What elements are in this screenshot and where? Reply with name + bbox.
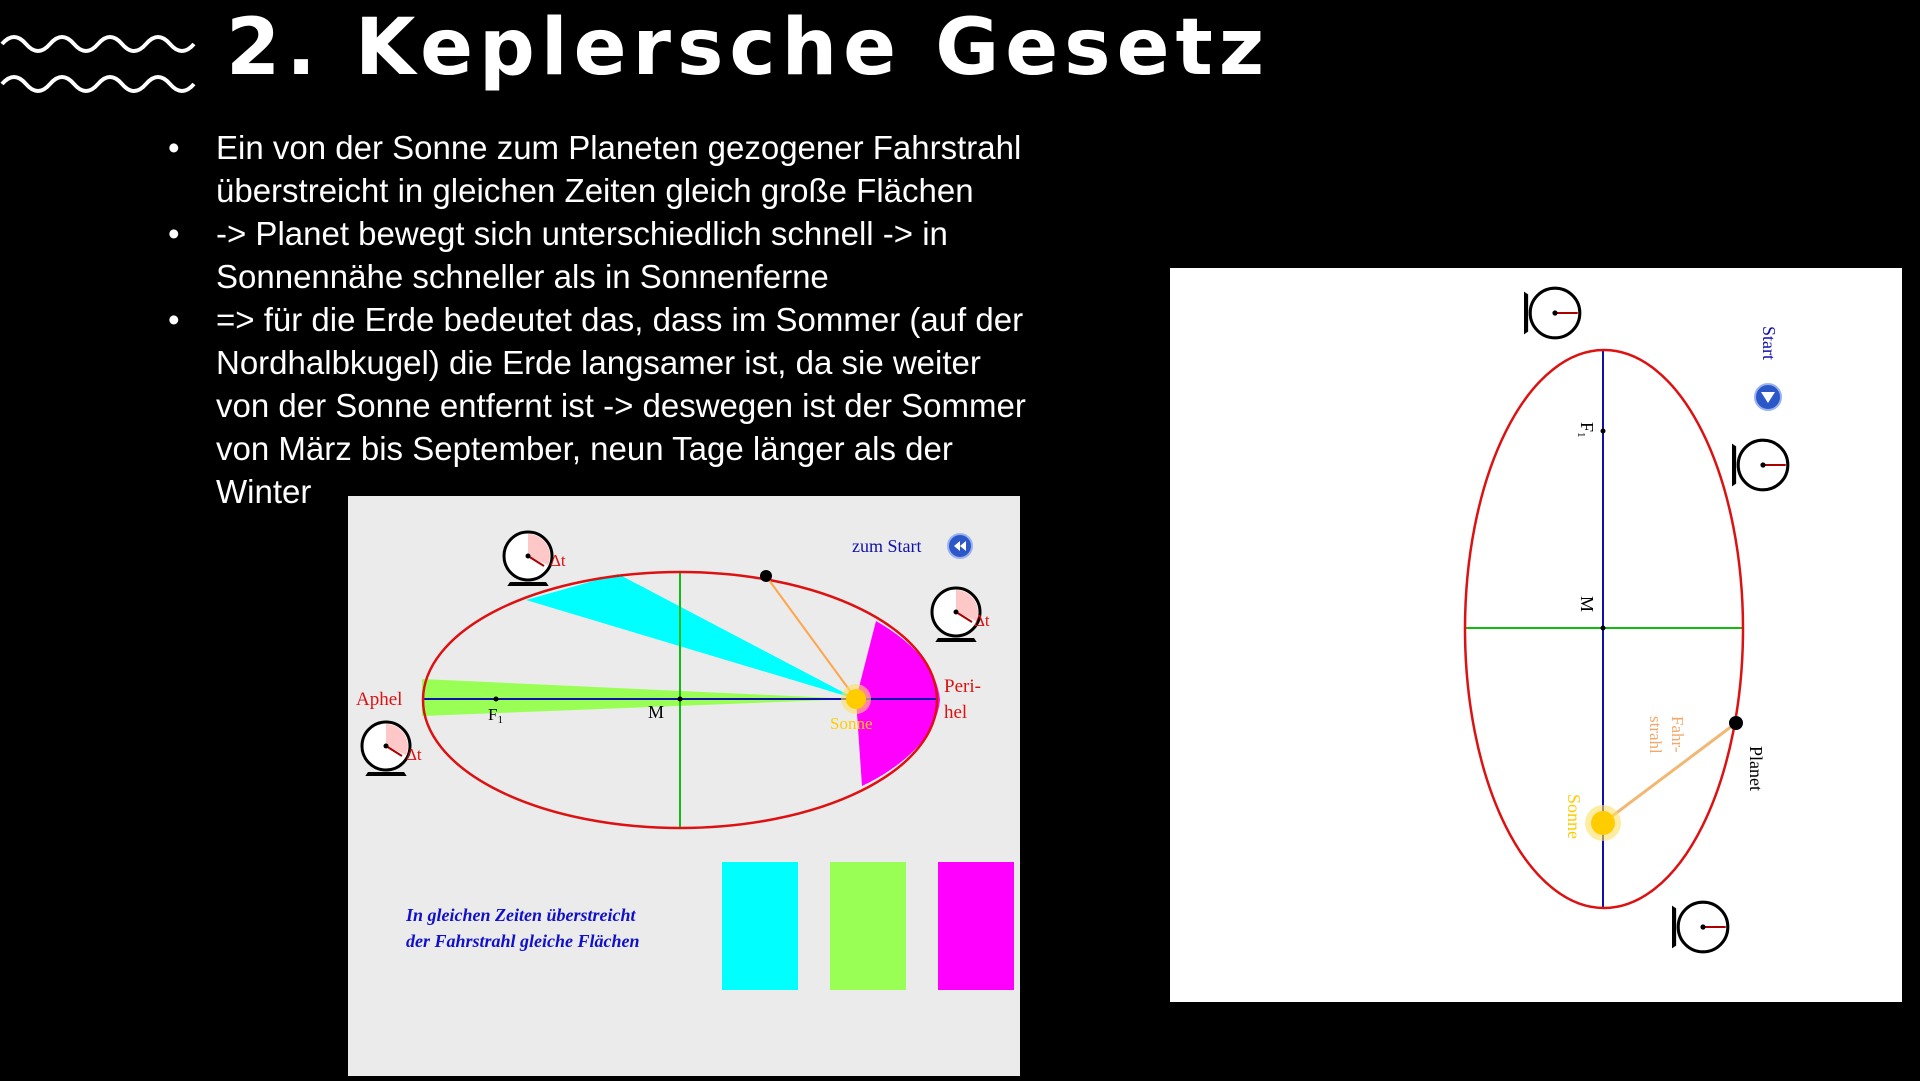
vertical-orbit-diagram: [1170, 268, 1902, 1002]
clock-icon: [362, 722, 410, 778]
focus-point: [494, 697, 499, 702]
bullet-line: Ein von der Sonne zum Planeten gezogener Fahrstrahl: [216, 129, 1022, 166]
green-area-swatch: [830, 862, 906, 990]
bullet-line: Nordhalbkugel) die Erde langsamer ist, da sie weiter: [216, 344, 981, 381]
focus-point: [1601, 429, 1606, 434]
cyan-sector: [526, 574, 856, 699]
center-label: M: [648, 702, 665, 722]
bullet-line: von der Sonne entfernt ist -> deswegen ist der Sommer: [216, 387, 1026, 424]
bullet-list: [168, 126, 1128, 513]
bullet-item: [168, 212, 1128, 298]
bullet-line: von März bis September, neun Tage länger als der: [216, 430, 953, 467]
caption-line: In gleichen Zeiten überstreicht: [406, 905, 636, 925]
wave-decoration: [0, 14, 206, 94]
bullet-line: => für die Erde bedeutet das, dass im Sommer (auf der: [216, 301, 1024, 338]
bullet-item: [168, 126, 1128, 212]
planet-dot: [1729, 716, 1743, 730]
delta-t-label: Δt: [974, 611, 990, 630]
restart-button[interactable]: [852, 534, 972, 558]
focus-label: F1: [1575, 422, 1597, 438]
perihel-label: hel: [944, 702, 968, 723]
sun-icon: [841, 684, 871, 714]
bullet-line: überstreicht in gleichen Zeiten gleich große Flächen: [216, 172, 974, 209]
focus-label: F1: [488, 705, 503, 726]
equal-areas-diagram: [348, 496, 1020, 1076]
bullet-item: [168, 298, 1128, 513]
center-point: [678, 697, 683, 702]
magenta-area-swatch: [938, 862, 1014, 990]
radius-label: strahl: [1646, 716, 1665, 754]
restart-label: zum Start: [852, 536, 922, 556]
clock-icon: [1670, 902, 1728, 952]
center-label: M: [1577, 596, 1597, 613]
delta-t-label: Δt: [406, 745, 422, 764]
cyan-area-swatch: [722, 862, 798, 990]
planet-label: Planet: [1746, 746, 1766, 791]
clock-icon: [1730, 440, 1788, 490]
delta-t-label: Δt: [550, 551, 566, 570]
start-button[interactable]: [1755, 326, 1781, 410]
center-point: [1601, 626, 1606, 631]
bullet-line: Sonnennähe schneller als in Sonnenferne: [216, 258, 829, 295]
sun-label: Sonne: [1564, 794, 1584, 839]
radius-label: Fahr-: [1668, 716, 1687, 753]
clock-icon: [1522, 288, 1580, 338]
sun-label: Sonne: [830, 714, 873, 733]
bullet-line: Winter: [216, 473, 312, 510]
slide-title: 2. Keplersche Gesetz: [226, 3, 1271, 93]
sun-icon: [1585, 805, 1621, 841]
clock-icon: [504, 532, 552, 588]
planet-dot: [760, 570, 772, 582]
orbit-figure: [1170, 268, 1902, 1002]
start-label: Start: [1759, 326, 1779, 360]
perihel-label: Peri-: [944, 676, 981, 697]
equal-areas-figure: [348, 496, 1020, 1076]
caption-line: der Fahrstrahl gleiche Flächen: [406, 931, 640, 951]
aphel-label: Aphel: [356, 689, 403, 710]
bullet-line: -> Planet bewegt sich unterschiedlich schnell -> in: [216, 215, 948, 252]
clock-icon: [932, 588, 980, 644]
